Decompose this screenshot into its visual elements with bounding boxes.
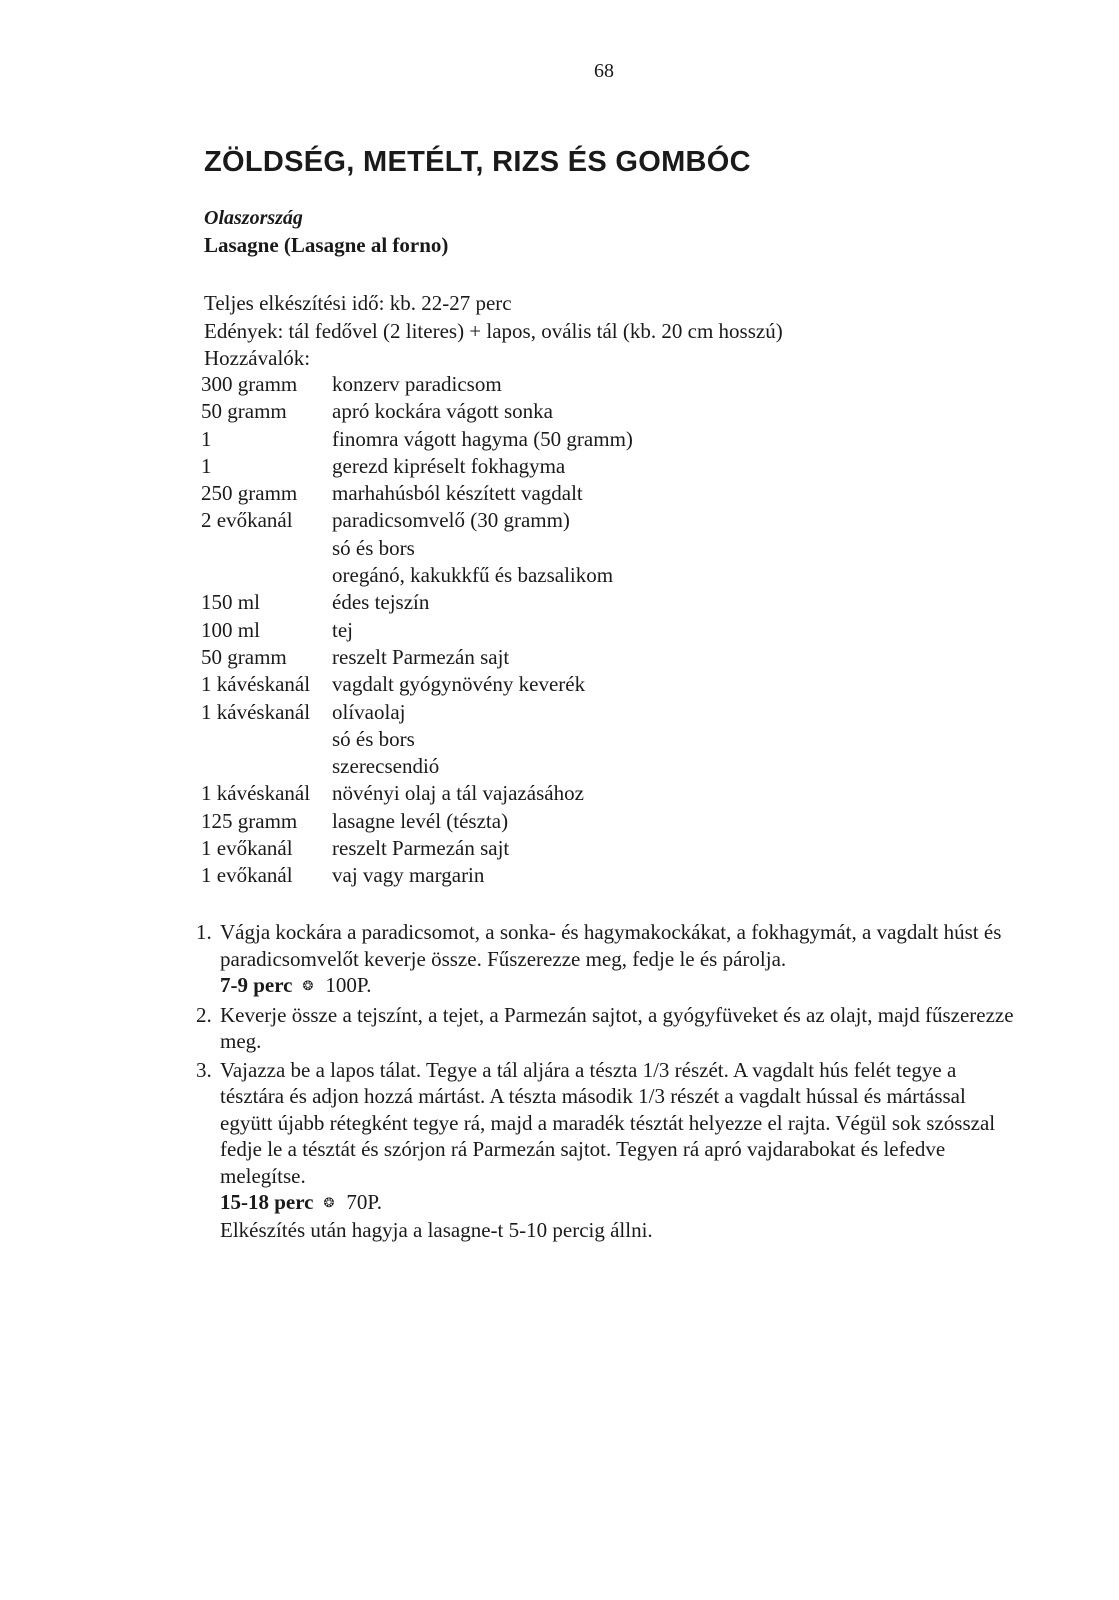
step-3 xyxy=(196,1057,1016,1244)
ingredient-item: finomra vágott hagyma (50 gramm) xyxy=(332,426,633,451)
ingredient-item: édes tejszín xyxy=(332,590,430,615)
step-number: 2. xyxy=(196,1002,212,1027)
step-body xyxy=(220,1002,1016,1055)
recipe-country: Olaszország xyxy=(204,207,303,229)
ingredient-row xyxy=(201,453,633,480)
ingredient-qty: 2 evőkanál xyxy=(201,508,293,533)
ingredient-item: apró kockára vágott sonka xyxy=(332,399,554,424)
ingredient-row xyxy=(201,480,633,507)
ingredient-row xyxy=(201,426,633,453)
ingredient-row xyxy=(201,808,633,835)
step-power: 100P. xyxy=(325,973,372,997)
ingredient-qty: 1 xyxy=(201,426,212,451)
ingredient-item: növényi olaj a tál vajazásához xyxy=(332,781,584,806)
section-title: ZÖLDSÉG, METÉLT, RIZS ÉS GOMBÓC xyxy=(204,146,751,178)
ingredient-item: tej xyxy=(332,617,353,642)
step-time: 7-9 perc xyxy=(220,973,293,997)
step-1 xyxy=(196,919,1016,1000)
ingredient-row xyxy=(201,671,633,698)
ingredients-label: Hozzávalók: xyxy=(204,346,311,370)
ingredient-row xyxy=(201,644,633,671)
ingredient-row xyxy=(201,726,633,753)
ingredient-item: olívaolaj xyxy=(332,699,406,724)
ingredient-row xyxy=(201,507,633,534)
step-time: 15-18 perc xyxy=(220,1190,314,1214)
ingredient-item: vagdalt gyógynövény keverék xyxy=(332,672,586,697)
ingredient-qty: 1 kávéskanál xyxy=(201,781,311,806)
microwave-power-icon: ❂ xyxy=(323,1195,335,1210)
ingredient-row xyxy=(201,535,633,562)
ingredient-qty: 125 gramm xyxy=(201,808,298,833)
ingredient-row xyxy=(201,835,633,862)
microwave-power-icon: ❂ xyxy=(302,978,314,993)
step-body xyxy=(220,919,1016,1000)
ingredient-item: marhahúsból készített vagdalt xyxy=(332,481,583,506)
step-timing xyxy=(220,972,1016,1000)
ingredient-qty xyxy=(201,726,332,753)
ingredient-qty xyxy=(201,562,332,589)
step-note: Elkészítés után hagyja a lasagne-t 5-10 percig állni. xyxy=(220,1217,653,1242)
step-text: Vágja kockára a paradicsomot, a sonka- és hagymakockákat, a fokhagymát, a vagdalt húst és paradicsomvelőt keverje össze. Fűszerezze meg, fedje le és párolja. xyxy=(220,920,1002,971)
ingredient-qty: 100 ml xyxy=(201,617,260,642)
ingredient-item: gerezd kipréselt fokhagyma xyxy=(332,453,566,478)
ingredient-list xyxy=(201,371,633,890)
ingredient-row xyxy=(201,617,633,644)
ingredient-qty: 1 evőkanál xyxy=(201,863,293,888)
ingredient-item: reszelt Parmezán sajt xyxy=(332,644,510,669)
ingredient-row xyxy=(201,780,633,807)
ingredient-item: só és bors xyxy=(332,726,415,751)
step-number: 3. xyxy=(196,1057,212,1082)
ingredient-qty: 150 ml xyxy=(201,590,260,615)
recipe-meta xyxy=(204,290,783,373)
ingredient-qty: 1 xyxy=(201,453,212,478)
ingredient-qty: 1 kávéskanál xyxy=(201,699,311,724)
ingredient-qty xyxy=(201,535,332,562)
ingredient-qty: 300 gramm xyxy=(201,372,298,396)
ingredient-item: szerecsendió xyxy=(332,754,440,779)
ingredient-item: konzerv paradicsom xyxy=(332,372,502,396)
ingredient-qty: 1 kávéskanál xyxy=(201,672,311,697)
step-text: Keverje össze a tejszínt, a tejet, a Parmezán sajtot, a gyógyfüveket és az olajt, majd fűszerezze meg. xyxy=(220,1002,1014,1053)
ingredient-row xyxy=(201,398,633,425)
ingredient-row xyxy=(201,589,633,616)
utensils: Edények: tál fedővel (2 literes) + lapos, ovális tál (kb. 20 cm hosszú) xyxy=(204,318,783,343)
step-body xyxy=(220,1057,1016,1244)
step-timing xyxy=(220,1189,1016,1217)
ingredient-row xyxy=(201,862,633,889)
ingredient-qty: 50 gramm xyxy=(201,399,287,424)
ingredient-item: só és bors xyxy=(332,535,415,560)
ingredient-item: reszelt Parmezán sajt xyxy=(332,836,510,861)
ingredient-qty xyxy=(201,753,332,780)
ingredient-row xyxy=(201,753,633,780)
ingredient-row xyxy=(201,699,633,726)
ingredient-item: lasagne levél (tészta) xyxy=(332,808,509,833)
total-time: Teljes elkészítési idő: kb. 22-27 perc xyxy=(204,291,512,315)
ingredient-item: oregánó, kakukkfű és bazsalikom xyxy=(332,563,614,588)
recipe-title: Lasagne (Lasagne al forno) xyxy=(204,233,449,257)
steps-list xyxy=(196,919,1016,1245)
ingredient-row xyxy=(201,371,633,398)
step-2 xyxy=(196,1002,1016,1055)
step-power: 70P. xyxy=(346,1190,383,1214)
ingredient-row xyxy=(201,562,633,589)
step-text: Vajazza be a lapos tálat. Tegye a tál aljára a tészta 1/3 részét. A vagdalt hús felét tegye a tésztára és adjon hozzá mártást. A tészta második 1/3 részét a vagdalt hússal és mártással együtt újabb rétegként tegye rá, majd a maradék tésztát helyezze el rajta. Végül sok szósszal fedje le a tésztát és szórjon rá Parmezán sajtot. Tegyen rá apró vajdarabokat és lefedve melegítse. xyxy=(220,1057,996,1188)
ingredient-item: paradicsomvelő (30 gramm) xyxy=(332,508,570,533)
page-number: 68 xyxy=(594,60,614,82)
ingredient-item: vaj vagy margarin xyxy=(332,863,485,888)
step-number: 1. xyxy=(196,920,212,944)
ingredient-qty: 250 gramm xyxy=(201,481,298,506)
ingredient-qty: 50 gramm xyxy=(201,644,287,669)
ingredient-qty: 1 evőkanál xyxy=(201,836,293,861)
